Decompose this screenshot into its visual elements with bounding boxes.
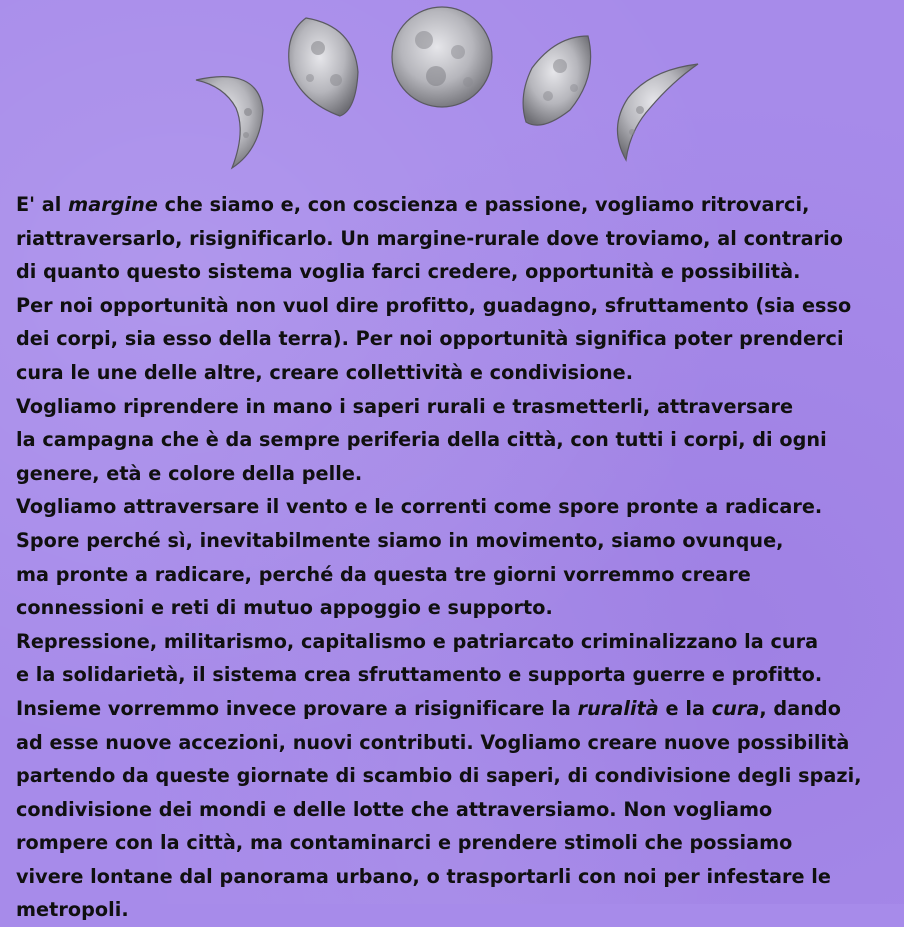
text-line: metropoli. xyxy=(16,898,129,922)
full-moon-icon xyxy=(392,7,492,107)
text-line: di quanto questo sistema voglia farci credere, opportunità e possibilità. xyxy=(16,260,801,284)
text-line: ad esse nuove accezioni, nuovi contributi. Vogliamo creare nuove possibilità xyxy=(16,730,850,754)
emphasis-cura: cura xyxy=(711,696,760,720)
text-line: condivisione dei mondi e delle lotte che attraversiamo. Non vogliamo xyxy=(16,797,773,821)
text-line: Repressione, militarismo, capitalismo e patriarcato criminalizzano la cura xyxy=(16,629,819,653)
text-span: , dando xyxy=(759,696,841,720)
text-line: cura le une delle altre, creare collettività e condivisione. xyxy=(16,360,634,384)
waxing-gibbous-moon-icon xyxy=(289,18,358,116)
waning-gibbous-moon-icon xyxy=(523,36,591,125)
text-line: rompere con la città, ma contaminarci e prendere stimoli che possiamo xyxy=(16,831,793,855)
manifesto-text xyxy=(16,188,896,927)
text-line: la campagna che è da sempre periferia della città, con tutti i corpi, di ogni xyxy=(16,428,827,452)
emphasis-margine: margine xyxy=(68,193,158,216)
text-line: partendo da queste giornate di scambio di saperi, di condivisione degli spazi, xyxy=(16,764,862,788)
text-line: ma pronte a radicare, perché da questa tre giorni vorremmo creare xyxy=(16,562,751,586)
text-span: Insieme vorremmo invece provare a risignificare la xyxy=(16,696,578,720)
text-line xyxy=(16,692,896,726)
text-line: Vogliamo attraversare il vento e le correnti come spore pronte a radicare. xyxy=(16,495,823,519)
text-line: connessioni e reti di mutuo appoggio e supporto. xyxy=(16,596,553,620)
text-line: riattraversarlo, risignificarlo. Un margine-rurale dove troviamo, al contrario xyxy=(16,226,844,250)
text-span: e la xyxy=(658,696,712,720)
text-line: genere, età e colore della pelle. xyxy=(16,461,363,485)
waning-crescent-moon-icon xyxy=(617,64,698,160)
text-span: che siamo e, con coscienza e passione, vogliamo ritrovarci, xyxy=(157,193,810,216)
text-line: Vogliamo riprendere in mano i saperi rurali e trasmetterli, attraversare xyxy=(16,394,794,418)
emphasis-ruralita: ruralità xyxy=(577,696,659,720)
text-line: Per noi opportunità non vuol dire profitto, guadagno, sfruttamento (sia esso xyxy=(16,293,852,317)
text-line xyxy=(16,188,896,222)
text-line: Spore perché sì, inevitabilmente siamo in movimento, siamo ovunque, xyxy=(16,528,784,552)
text-line: vivere lontane dal panorama urbano, o trasportarli con noi per infestare le xyxy=(16,864,831,888)
moon-phases-illustration xyxy=(0,0,904,180)
text-line: e la solidarietà, il sistema crea sfruttamento e supporta guerre e profitto. xyxy=(16,663,823,687)
text-span: E' al xyxy=(16,193,69,216)
waxing-crescent-moon-icon xyxy=(196,77,263,168)
text-line: dei corpi, sia esso della terra). Per noi opportunità significa poter prenderci xyxy=(16,327,844,351)
